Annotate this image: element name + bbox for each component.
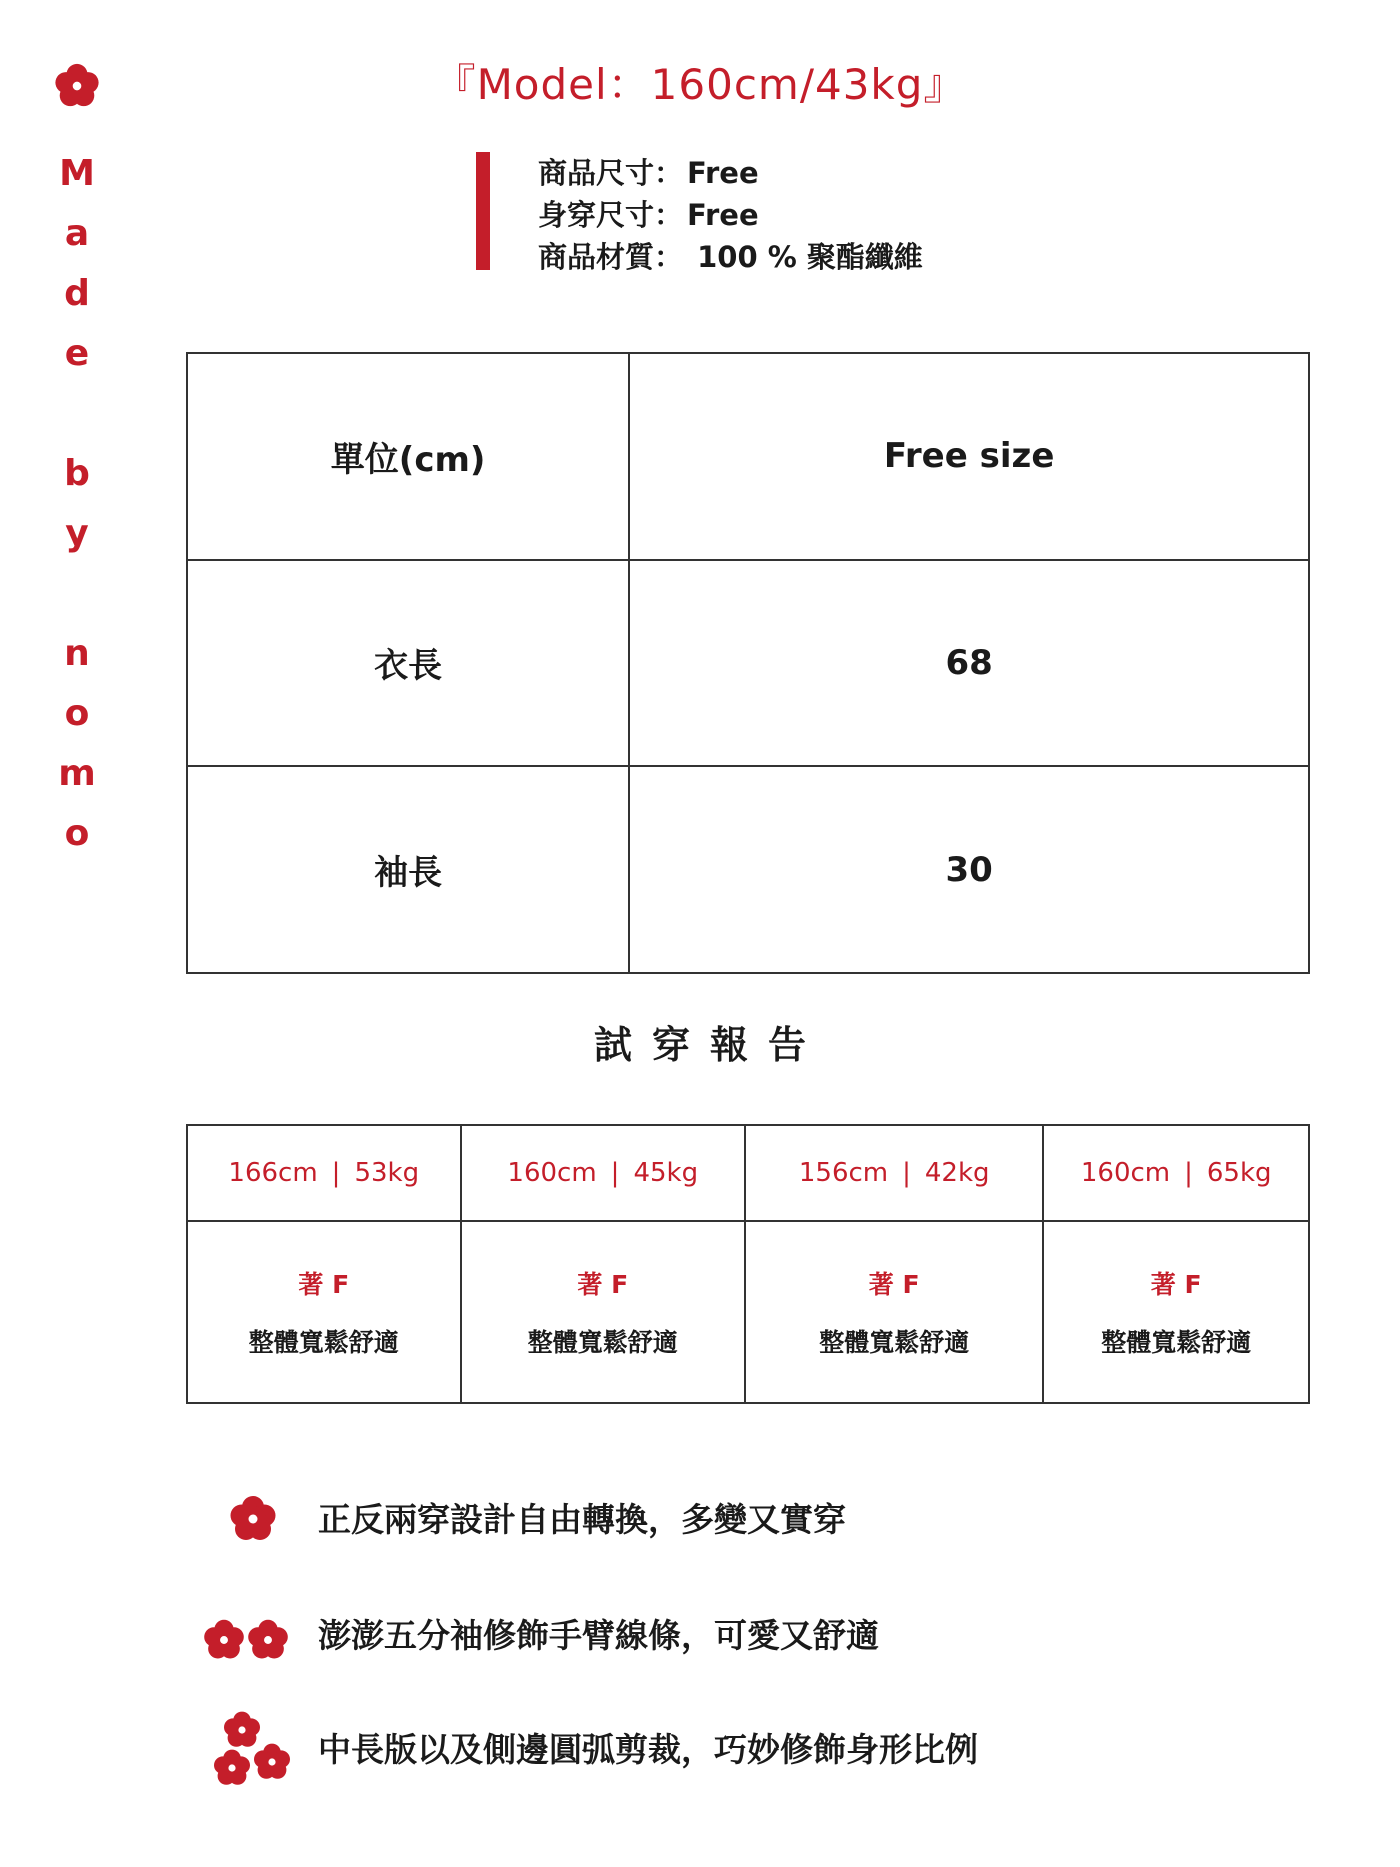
brand-letter: M: [59, 153, 95, 194]
fitting-result: [1043, 1221, 1309, 1403]
feature-text: 正反兩穿設計自由轉換，多變又實穿: [318, 1500, 846, 1539]
fit-note: 整體寬鬆舒適: [1101, 1328, 1252, 1357]
brand-letter: n: [64, 633, 90, 674]
info-line-product-size: [538, 152, 923, 194]
info-value: 100 % 聚酯纖維: [687, 240, 923, 274]
info-label: 身穿尺寸：: [538, 198, 684, 232]
size-table: [186, 352, 1310, 974]
profile-weight: 53kg: [354, 1158, 420, 1188]
fit-note: 整體寬鬆舒適: [819, 1328, 970, 1357]
table-row: [187, 353, 1309, 560]
row-label: 衣長: [187, 560, 629, 767]
two-flowers-icon: [200, 1596, 310, 1676]
brand-letter: e: [64, 333, 90, 374]
profile-weight: 45kg: [633, 1158, 699, 1188]
fit-note: 整體寬鬆舒適: [527, 1328, 678, 1357]
info-line-material: [538, 236, 923, 278]
brand-vertical: [46, 62, 108, 864]
separator: |: [331, 1158, 341, 1188]
info-lines: [538, 152, 923, 278]
brand-letter: o: [64, 693, 90, 734]
fit-size: 著 F: [868, 1270, 920, 1299]
brand-letter: o: [64, 813, 90, 854]
brand-letter: d: [64, 273, 90, 314]
info-line-wear-size: [538, 194, 923, 236]
profile-weight: 65kg: [1206, 1158, 1272, 1188]
fit-note: 整體寬鬆舒適: [248, 1328, 399, 1357]
separator: |: [1184, 1158, 1193, 1188]
fitting-profile: [187, 1125, 461, 1221]
row-label: 袖長: [187, 766, 629, 973]
profile-height: 166cm: [228, 1158, 318, 1188]
fit-size: 著 F: [577, 1270, 629, 1299]
model-title: 『Model：160cm/43kg』: [433, 60, 967, 109]
fitting-title: 試穿報告: [593, 1023, 826, 1067]
info-label: 商品尺寸：: [538, 156, 684, 190]
feature-item: [200, 1710, 1200, 1790]
fitting-result: [461, 1221, 745, 1403]
profile-height: 156cm: [798, 1158, 889, 1188]
three-flowers-icon: [200, 1710, 310, 1820]
fit-size: 著 F: [1150, 1270, 1202, 1299]
profile-height: 160cm: [507, 1158, 597, 1188]
fitting-profile: [745, 1125, 1043, 1221]
fitting-profile: [1043, 1125, 1309, 1221]
info-value: Free: [687, 156, 759, 190]
fitting-profile: [461, 1125, 745, 1221]
fitting-table: [186, 1124, 1310, 1404]
separator: |: [610, 1158, 620, 1188]
feature-item: [200, 1596, 1200, 1676]
table-row: [187, 1125, 1309, 1221]
size-header: Free size: [629, 353, 1309, 560]
brand-letter: b: [64, 453, 90, 494]
brand-letter: a: [64, 213, 90, 254]
info-label: 商品材質：: [538, 240, 684, 274]
one-flower-icon: [200, 1480, 310, 1560]
brand-letter: m: [58, 753, 96, 794]
fit-size: 著 F: [298, 1270, 350, 1299]
feature-item: [200, 1480, 1200, 1560]
row-value: 68: [629, 560, 1309, 767]
brand-letters: [46, 144, 108, 864]
brand-letter: y: [65, 513, 89, 554]
table-row: [187, 1221, 1309, 1403]
fitting-result: [745, 1221, 1043, 1403]
table-row: [187, 560, 1309, 767]
unit-header: 單位(cm): [187, 353, 629, 560]
profile-weight: 42kg: [924, 1158, 990, 1188]
fitting-result: [187, 1221, 461, 1403]
feature-text: 中長版以及側邊圓弧剪裁，巧妙修飾身形比例: [318, 1730, 978, 1769]
separator: |: [902, 1158, 911, 1188]
info-value: Free: [687, 198, 759, 232]
table-row: [187, 766, 1309, 973]
profile-height: 160cm: [1080, 1158, 1171, 1188]
feature-text: 澎澎五分袖修飾手臂線條，可愛又舒適: [318, 1616, 879, 1655]
row-value: 30: [629, 766, 1309, 973]
accent-bar: [476, 152, 490, 270]
